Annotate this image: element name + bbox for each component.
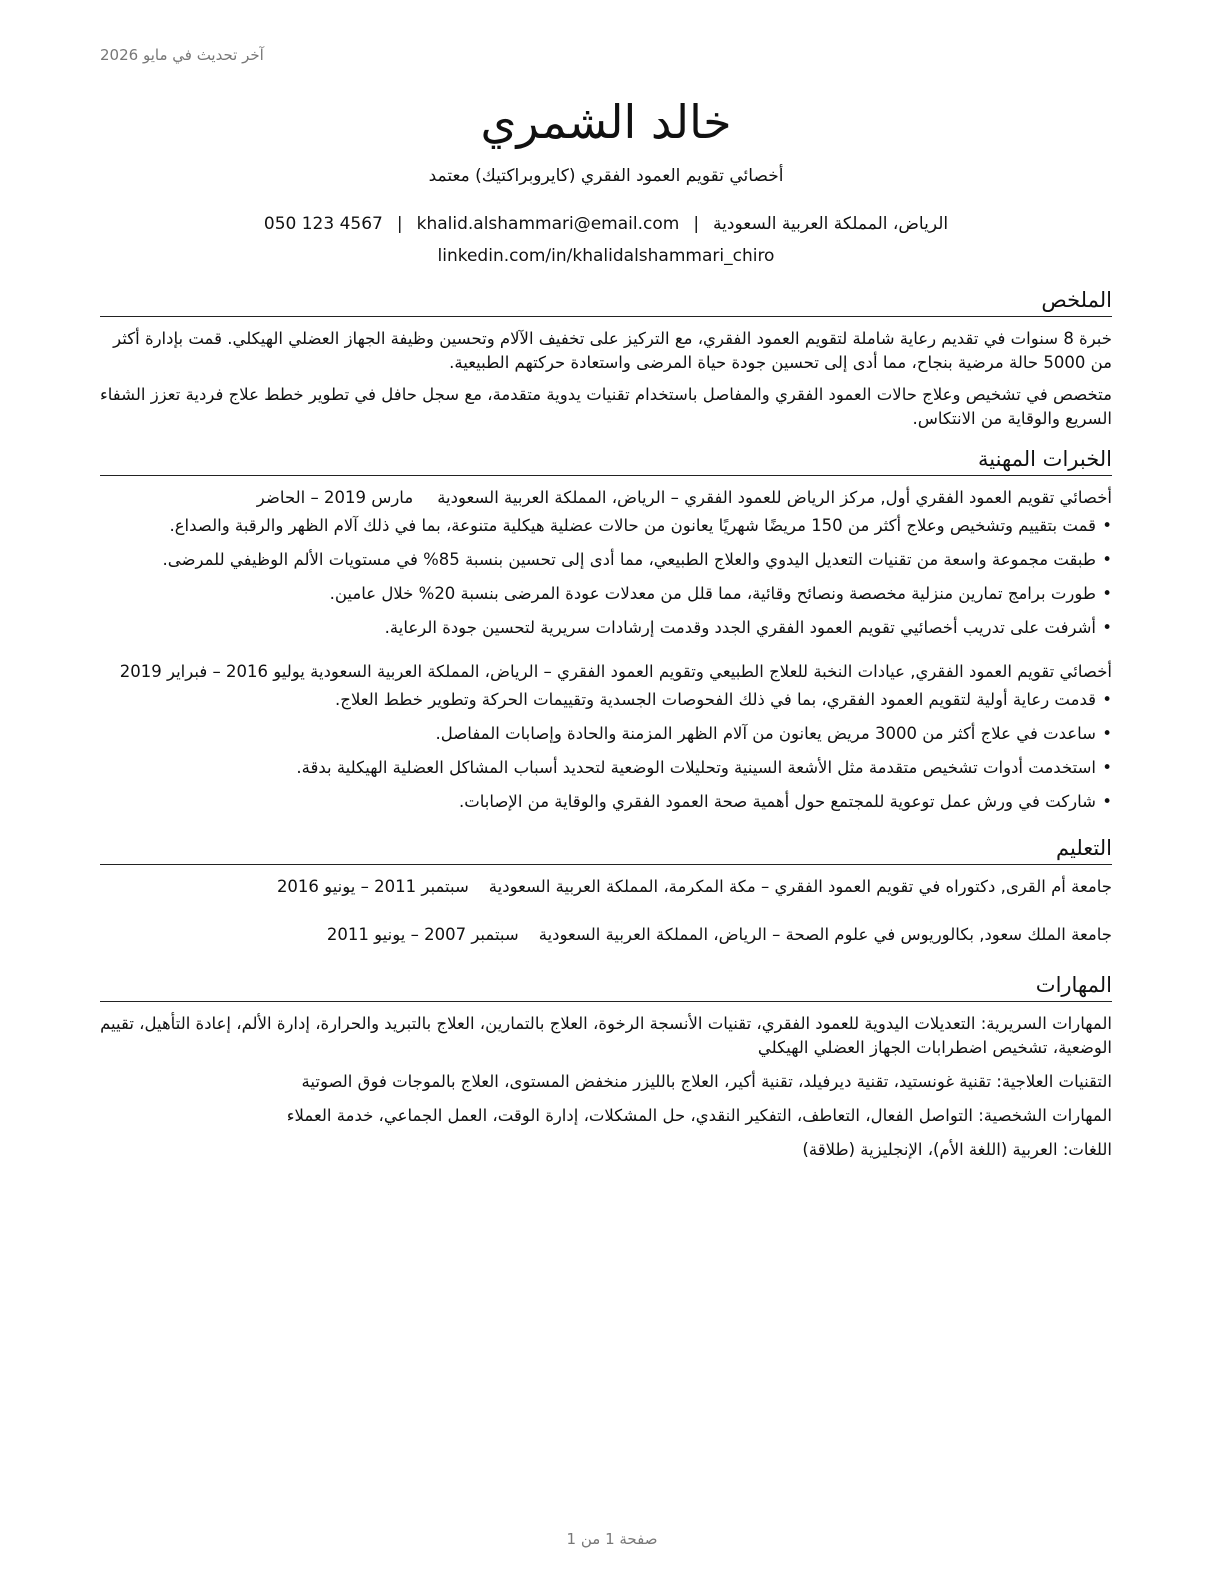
contact-info [100, 208, 1112, 272]
skill-line: اللغات: العربية (اللغة الأم)، الإنجليزية (طلاقة) [802, 1140, 1112, 1159]
job-bullets [100, 688, 1112, 814]
education-dates: سبتمبر 2007 – يونيو 2011 [326, 925, 519, 944]
job-bullet [100, 688, 1112, 712]
summary-paragraph: متخصص في تشخيص وعلاج حالات العمود الفقري والمفاصل باستخدام تقنيات يدوية متقدمة، مع سجل حافل في تطوير خطط علاج فردية تعزز الشفاء السريع والوقاية من الانتكاس. [100, 385, 1112, 428]
resume-header [100, 92, 1112, 272]
job-dates: مارس 2019 – الحاضر [256, 488, 414, 507]
bullet-text: طبقت مجموعة واسعة من تقنيات التعديل اليدوي والعلاج الطبيعي، مما أدى إلى تحسين بنسبة 85% في مستويات الألم الوظيفي للمرضى. [162, 550, 1096, 569]
summary-section [100, 286, 1112, 431]
candidate-name: خالد الشمري [480, 95, 732, 149]
bullet-dot-icon: • [1102, 618, 1112, 637]
job-bullet [100, 756, 1112, 780]
job-entry [100, 660, 1112, 814]
bullet-text: ساعدت في علاج أكثر من 3000 مريض يعانون من آلام الظهر المزمنة والحادة وإصابات المفاصل. [435, 724, 1096, 743]
contact-line-2 [100, 240, 1112, 272]
bullet-dot-icon: • [1102, 792, 1112, 811]
separator: | [396, 214, 403, 234]
bullet-text: أشرفت على تدريب أخصائيي تقويم العمود الفقري الجدد وقدمت إرشادات سريرية لتحسين جودة الرعاية. [384, 618, 1096, 637]
skill-line: المهارات الشخصية: التواصل الفعال، التعاطف، التفكير النقدي، حل المشكلات، إدارة الوقت، العمل الجماعي، خدمة العملاء [286, 1106, 1112, 1125]
experience-section [100, 445, 1112, 814]
last-updated-note: آخر تحديث في مايو 2026 [100, 46, 264, 64]
job-dates: يوليو 2016 – فبراير 2019 [119, 662, 305, 681]
bullet-dot-icon: • [1102, 584, 1112, 603]
bullet-text: شاركت في ورش عمل توعوية للمجتمع حول أهمية صحة العمود الفقري والوقاية من الإصابات. [458, 792, 1096, 811]
contact-line-1 [100, 208, 1112, 240]
job-entry [100, 486, 1112, 640]
location-text: الرياض، المملكة العربية السعودية [713, 214, 949, 234]
job-title-company: أخصائي تقويم العمود الفقري, عيادات النخبة للعلاج الطبيعي وتقويم العمود الفقري – الرياض، المملكة العربية السعودية [310, 662, 1112, 681]
resume-page [100, 92, 1112, 1172]
education-entry [100, 875, 1112, 899]
education-text: جامعة الملك سعود, بكالوريوس في علوم الصحة – الرياض، المملكة العربية السعودية [538, 925, 1112, 944]
job-bullet [100, 514, 1112, 538]
summary-paragraph: خبرة 8 سنوات في تقديم رعاية شاملة لتقويم العمود الفقري، مع التركيز على تخفيف الآلام وتحسين وظيفة الجهاز العضلي الهيكلي. قمت بإدارة أكثر من 5000 حالة مرضية بنجاح، مما أدى إلى تحسين جودة حياة المرضى واستعادة حركتهم الطبيعية. [113, 329, 1112, 372]
section-heading-skills: المهارات [100, 971, 1112, 1002]
job-bullets [100, 514, 1112, 640]
bullet-text: استخدمت أدوات تشخيص متقدمة مثل الأشعة السينية وتحليلات الوضعية لتحديد أسباب المشاكل العضلية الهيكلية بدقة. [296, 758, 1096, 777]
skills-section [100, 971, 1112, 1162]
bullet-dot-icon: • [1102, 758, 1112, 777]
education-section [100, 834, 1112, 947]
job-bullet [100, 722, 1112, 746]
bullet-text: قدمت رعاية أولية لتقويم العمود الفقري، بما في ذلك الفحوصات الجسدية وتقييمات الحركة وتطوير خطط العلاج. [335, 690, 1096, 709]
candidate-title: أخصائي تقويم العمود الفقري (كايروبراكتيك) معتمد [428, 166, 784, 186]
job-title-company: أخصائي تقويم العمود الفقري أول, مركز الرياض للعمود الفقري – الرياض، المملكة العربية السعودية [437, 488, 1112, 507]
bullet-dot-icon: • [1102, 690, 1112, 709]
job-bullet [100, 616, 1112, 640]
email-link[interactable]: khalid.alshammari@email.com [416, 214, 680, 234]
bullet-text: قمت بتقييم وتشخيص وعلاج أكثر من 150 مريضًا شهريًا يعانون من حالات عضلية هيكلية متنوعة، بما في ذلك آلام الظهر والرقبة والصداع. [169, 516, 1096, 535]
skill-line: التقنيات العلاجية: تقنية غونستيد، تقنية ديرفيلد، تقنية أكير، العلاج بالليزر منخفض المستوى، العلاج بالموجات فوق الصوتية [301, 1072, 1112, 1091]
linkedin-link[interactable]: linkedin.com/in/khalidalshammari_chiro [437, 246, 775, 266]
job-header [100, 660, 1112, 684]
education-entry [100, 923, 1112, 947]
phone-text: 050 123 4567 [263, 214, 383, 234]
bullet-dot-icon: • [1102, 550, 1112, 569]
education-dates: سبتمبر 2011 – يونيو 2016 [276, 877, 469, 896]
job-header [100, 486, 1112, 510]
bullet-dot-icon: • [1102, 516, 1112, 535]
education-text: جامعة أم القرى, دكتوراه في تقويم العمود الفقري – مكة المكرمة، المملكة العربية السعودية [488, 877, 1112, 896]
job-bullet [100, 548, 1112, 572]
bullet-text: طورت برامج تمارين منزلية مخصصة ونصائح وقائية، مما قلل من معدلات عودة المرضى بنسبة 20% خلال عامين. [329, 584, 1096, 603]
bullet-dot-icon: • [1102, 724, 1112, 743]
page-number: صفحة 1 من 1 [566, 1530, 658, 1548]
section-heading-experience: الخبرات المهنية [100, 445, 1112, 476]
section-heading-summary: الملخص [100, 286, 1112, 317]
section-heading-education: التعليم [100, 834, 1112, 865]
job-bullet [100, 790, 1112, 814]
skill-line: المهارات السريرية: التعديلات اليدوية للعمود الفقري، تقنيات الأنسجة الرخوة، العلاج بالتمارين، العلاج بالتبريد والحرارة، إدارة الألم، إعادة التأهيل، تقييم الوضعية، تشخيص اضطرابات الجهاز العضلي الهيكلي [100, 1014, 1112, 1057]
separator: | [693, 214, 700, 234]
job-bullet [100, 582, 1112, 606]
